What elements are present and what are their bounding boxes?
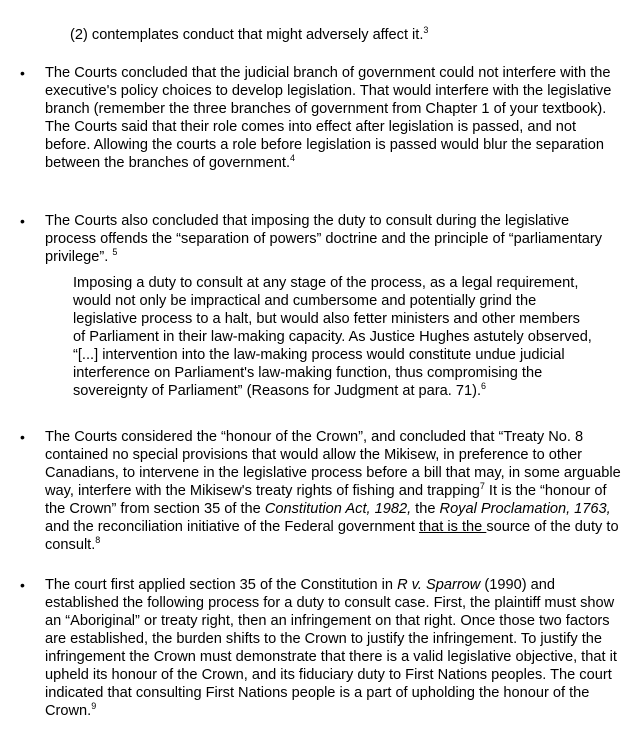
footnote-ref: 3 [423, 25, 429, 36]
footnote-ref: 9 [91, 701, 97, 712]
citation-constitution-act: Constitution Act, 1982, [264, 501, 412, 517]
bullet-marker: • [20, 577, 25, 593]
quote-paragraph [73, 274, 593, 400]
bullet-text: the [411, 501, 440, 517]
footnote-ref: 4 [290, 153, 296, 164]
quote-text: Imposing a duty to consult at any stage of the process, as a legal requirement, would not only be impractical and cumbersome and potentially grind the legislative process to a halt, but would also fetter ministers and other members of Parliament in their law-making capacity. As Justice Hughes astutely observed, “[...] intervention into the law-making process would constitute undue judicial interference on Parliament's law-making function, thus compromising the sovereignty of Parliament” (Reasons for Judgment at para. 71). [73, 275, 592, 399]
bullet-marker: • [20, 65, 25, 81]
bullet-text: The Courts considered the “honour of the Crown”, and concluded that “Treaty No. 8 contained no special provisions that would allow the Mikisew, in preference to other Canadians, to intervene in the legislative process before a bill that may, in some arguable way, interfere with the Mikisew's treaty rights of fishing and trapping [45, 429, 621, 499]
bullet-marker: • [20, 213, 25, 229]
block-quote [73, 274, 593, 400]
footnote-ref: 5 [112, 247, 118, 258]
intro-line [70, 26, 428, 44]
bullet-item-4 [20, 576, 623, 720]
bullet-text: The Courts concluded that the judicial branch of government could not interfere with the executive's policy choices to develop legislation. That would interfere with the legislative branch (remember the three branches of government from Chapter 1 of your textbook). The Courts said that their role comes into effect after legislation is passed, and not before. Allowing the courts a role before legislation is passed would blur the separation between the branches of government. [45, 65, 612, 171]
underlined-text: that is the [418, 519, 487, 535]
bullet-item-2 [20, 212, 623, 266]
bullet-text: It is the “honour of the Crown” from section 35 of the [45, 483, 607, 517]
citation-royal-proclamation: Royal Proclamation, 1763, [439, 501, 611, 517]
bullet-marker: • [20, 429, 25, 445]
bullet-text: The Courts also concluded that imposing the duty to consult during the legislative process offends the “separation of powers” doctrine and the principle of “parliamentary privilege”. [45, 213, 603, 265]
bullet-text: source of the duty to consult. [45, 519, 619, 553]
bullet-paragraph [45, 64, 623, 172]
bullet-paragraph [45, 428, 623, 554]
footnote-ref: 6 [481, 381, 487, 392]
bullet-text: The court first applied section 35 of the Constitution in [45, 577, 398, 593]
footnote-ref: 8 [95, 535, 101, 546]
case-citation: R v. Sparrow [397, 577, 481, 593]
intro-text: (2) contemplates conduct that might adversely affect it. [70, 27, 424, 43]
bullet-text: and the reconciliation initiative of the Federal government [45, 519, 419, 535]
bullet-item-1 [20, 64, 623, 172]
bullet-text: (1990) and established the following process for a duty to consult case. First, the plaintiff must show an “Aboriginal” or treaty right, then an infringement on that right. Once those two factors are established, the burden shifts to the Crown to justify the infringement. To justify the infringement the Crown must demonstrate that there is a valid legislative objective, that it upheld its honour of the Crown, and its fiduciary duty to First Nations peoples. The court indicated that consulting First Nations people is a part of upholding the honour of the Crown. [45, 577, 617, 719]
bullet-paragraph [45, 576, 623, 720]
footnote-ref: 7 [479, 481, 485, 492]
bullet-item-3 [20, 428, 623, 554]
bullet-paragraph [45, 212, 623, 266]
